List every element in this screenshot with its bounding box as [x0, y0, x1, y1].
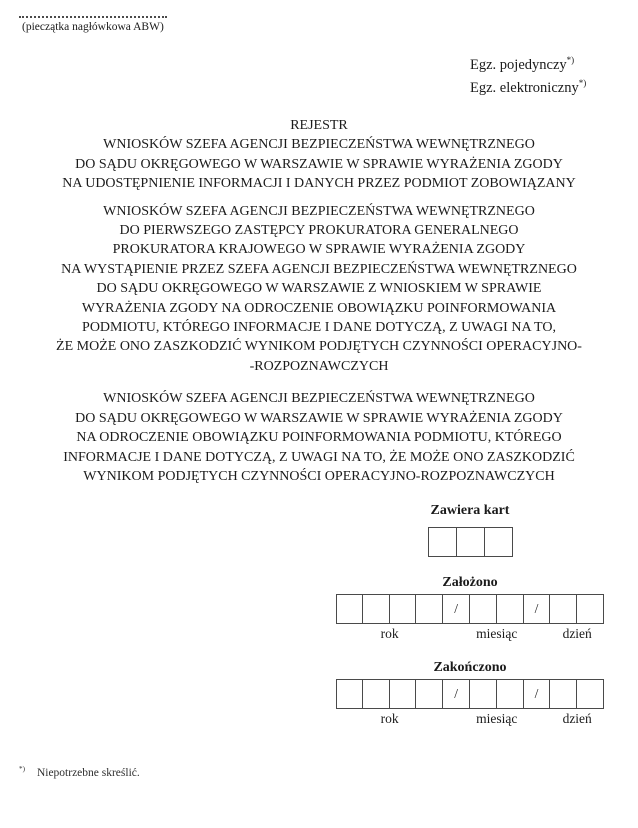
- copy-electronic-line: [470, 77, 586, 100]
- closed-date-boxes: [336, 679, 604, 726]
- section3-line: WYNIKOM PODJĘTYCH CZYNNOŚCI OPERACYJNO-ROZPOZNAWCZYCH: [83, 468, 555, 484]
- stamp-dotted-line: [19, 16, 167, 18]
- footnote-mark: *): [578, 77, 587, 88]
- form-block: [336, 501, 604, 726]
- closed-year-cell[interactable]: [390, 679, 417, 709]
- closed-month-cell[interactable]: [470, 679, 497, 709]
- closed-month-cell[interactable]: [497, 679, 524, 709]
- sheet-count-cell[interactable]: [428, 527, 457, 557]
- date-separator-cell: [524, 679, 551, 709]
- section1-line: DO SĄDU OKRĘGOWEGO W WARSZAWIE W SPRAWIE WYRAŻENIA ZGODY: [75, 156, 563, 172]
- day-label: dzień: [562, 711, 592, 726]
- slash-separator: /: [534, 601, 539, 616]
- registry-section-2: [0, 202, 638, 377]
- year-label: rok: [380, 626, 399, 641]
- section2-line: WNIOSKÓW SZEFA AGENCJI BEZPIECZEŃSTWA WEWNĘTRZNEGO: [103, 203, 535, 219]
- section2-line: -ROZPOZNAWCZYCH: [249, 358, 389, 374]
- sheet-count-cell[interactable]: [485, 527, 513, 557]
- registry-section-3: [0, 389, 638, 486]
- closed-year-cell[interactable]: [416, 679, 443, 709]
- section2-line: PODMIOTU, KTÓREGO INFORMACJE I DANE DOTYCZĄ, Z UWAGI NA TO,: [82, 320, 556, 336]
- opened-day-cell[interactable]: [577, 594, 604, 624]
- opened-year-cell[interactable]: [416, 594, 443, 624]
- opened-date-boxes: [336, 594, 604, 641]
- day-label: dzień: [562, 626, 592, 641]
- slash-separator: /: [454, 601, 458, 616]
- section3-line: WNIOSKÓW SZEFA AGENCJI BEZPIECZEŃSTWA WEWNĘTRZNEGO: [103, 391, 535, 407]
- section1-line: NA UDOSTĘPNIENIE INFORMACJI I DANYCH PRZEZ PODMIOT ZOBOWIĄZANY: [62, 176, 576, 192]
- section2-line: WYRAŻENIA ZGODY NA ODROCZENIE OBOWIĄZKU POINFORMOWANIA: [81, 300, 557, 316]
- date-separator-cell: [524, 594, 551, 624]
- registry-section-1: [0, 116, 638, 194]
- stamp-area: [19, 16, 167, 33]
- closed-day-cell[interactable]: [550, 679, 577, 709]
- opened-year-cell[interactable]: [390, 594, 417, 624]
- opened-month-cell[interactable]: [470, 594, 497, 624]
- date-separator-cell: [443, 679, 470, 709]
- section2-line: ŻE MOŻE ONO ZASZKODZIĆ WYNIKOM PODJĘTYCH CZYNNOŚCI OPERACYJNO-: [56, 339, 582, 355]
- section2-line: PROKURATORA KRAJOWEGO W SPRAWIE WYRAŻENIA ZGODY: [112, 242, 526, 258]
- opened-label: Założono: [442, 575, 498, 590]
- opened-year-cell[interactable]: [336, 594, 363, 624]
- section1-line: WNIOSKÓW SZEFA AGENCJI BEZPIECZEŃSTWA WEWNĘTRZNEGO: [103, 137, 535, 153]
- section2-line: NA WYSTĄPIENIE PRZEZ SZEFA AGENCJI BEZPIECZEŃSTWA WEWNĘTRZNEGO: [61, 261, 577, 277]
- footnote: [19, 767, 140, 779]
- sheet-count-boxes: [336, 527, 604, 557]
- footnote-text: Niepotrzebne skreślić.: [36, 767, 140, 779]
- year-label: rok: [380, 711, 399, 726]
- section2-line: DO SĄDU OKRĘGOWEGO W WARSZAWIE Z WNIOSKIEM W SPRAWIE: [96, 281, 542, 297]
- footnote-mark: *): [566, 55, 575, 66]
- opened-year-cell[interactable]: [363, 594, 390, 624]
- slash-separator: /: [454, 686, 458, 701]
- closed-label: Zakończono: [433, 660, 507, 675]
- stamp-caption: (pieczątka nagłówkowa ABW): [22, 21, 164, 33]
- month-label: miesiąc: [476, 711, 518, 726]
- section3-line: DO SĄDU OKRĘGOWEGO W WARSZAWIE W SPRAWIE WYRAŻENIA ZGODY: [75, 410, 563, 426]
- section2-line: DO PIERWSZEGO ZASTĘPCY PROKURATORA GENERALNEGO: [119, 223, 519, 239]
- closed-year-cell[interactable]: [336, 679, 363, 709]
- registry-titles: [0, 116, 638, 486]
- copy-electronic-text: Egz. elektroniczny: [470, 79, 579, 96]
- footnote-mark: *): [19, 765, 25, 774]
- section3-line: NA ODROCZENIE OBOWIĄZKU POINFORMOWANIA PODMIOTU, KTÓREGO: [76, 430, 562, 446]
- date-separator-cell: [443, 594, 470, 624]
- copy-single-line: [470, 54, 586, 77]
- copy-type-block: [470, 54, 586, 99]
- section3-line: INFORMACJE I DANE DOTYCZĄ, Z UWAGI NA TO, ŻE MOŻE ONO ZASZKODZIĆ: [63, 449, 575, 465]
- closed-year-cell[interactable]: [363, 679, 390, 709]
- opened-day-cell[interactable]: [550, 594, 577, 624]
- closed-day-cell[interactable]: [577, 679, 604, 709]
- slash-separator: /: [534, 686, 539, 701]
- opened-month-cell[interactable]: [497, 594, 524, 624]
- month-label: miesiąc: [476, 626, 518, 641]
- contains-sheets-label: Zawiera kart: [430, 503, 510, 518]
- registry-heading: REJESTR: [290, 118, 348, 133]
- copy-single-text: Egz. pojedynczy: [470, 57, 567, 73]
- sheet-count-cell[interactable]: [457, 527, 485, 557]
